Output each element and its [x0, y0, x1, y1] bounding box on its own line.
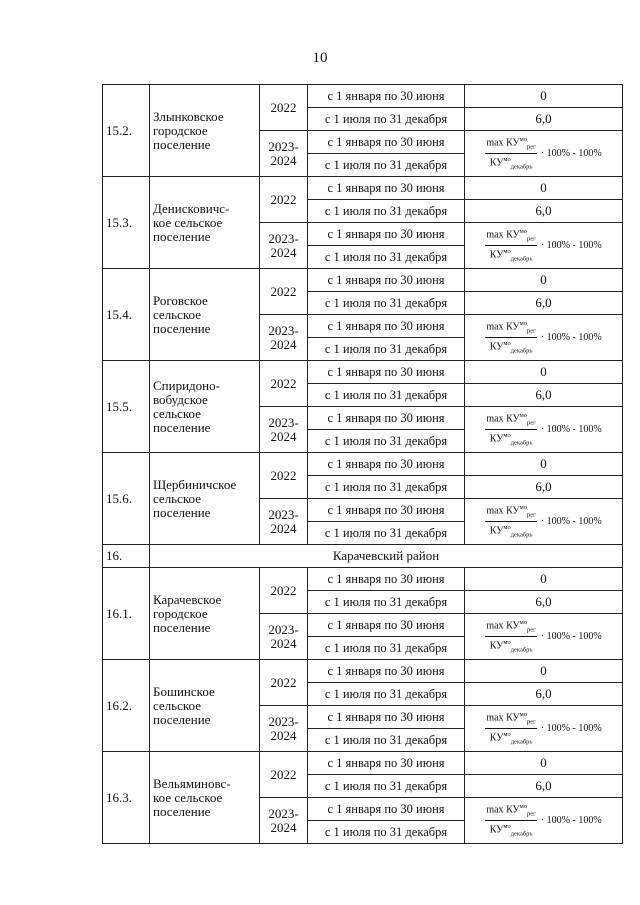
settlement-name	[150, 361, 260, 453]
settlement-name	[150, 177, 260, 269]
period-jan-jun: с 1 января по 30 июня	[308, 660, 465, 683]
formula-sub-bottom: декабрь	[510, 738, 533, 746]
formula-times: ·	[540, 331, 545, 343]
year-2022: 2022	[260, 568, 308, 614]
formula-sub-bottom: декабрь	[510, 347, 533, 355]
formula-numerator	[485, 227, 536, 246]
formula-numerator	[485, 319, 536, 338]
formula-fraction	[485, 135, 536, 173]
settlement-name	[150, 453, 260, 545]
formula-sup: мо	[519, 228, 527, 235]
settlement-name-text: Бошинское сельское поселение	[153, 683, 215, 727]
value-cell: 6,0	[465, 476, 623, 499]
formula-sub-top: рег	[527, 327, 536, 335]
settlement-name	[150, 568, 260, 660]
formula-sup: мо	[519, 803, 527, 810]
formula-fraction	[485, 411, 536, 449]
formula-sub-bottom: декабрь	[510, 646, 533, 654]
formula-times: ·	[540, 423, 545, 435]
period-jul-dec: с 1 июля по 31 декабря	[308, 637, 465, 660]
year-2022: 2022	[260, 453, 308, 499]
period-jan-jun: с 1 января по 30 июня	[308, 361, 465, 384]
settlement-name-text: Денисковичс- кое сельское поселение	[153, 200, 230, 244]
formula-sub-bottom: декабрь	[510, 163, 533, 171]
formula-max: max	[486, 137, 504, 149]
period-jan-jun: с 1 января по 30 июня	[308, 706, 465, 729]
formula-denominator	[490, 821, 533, 839]
formula-sup-bottom: мо	[503, 248, 511, 256]
period-jan-jun: с 1 января по 30 июня	[308, 177, 465, 200]
formula-sup: мо	[519, 320, 527, 327]
formula-cell	[465, 614, 623, 660]
formula-ku: КУ	[506, 804, 520, 816]
formula-rest	[541, 147, 602, 161]
year-2022: 2022	[260, 177, 308, 223]
settlement-name-text: Спиридоно- вобудское сельское поселение	[153, 377, 220, 435]
formula-numerator	[485, 135, 536, 154]
district-name: Карачевский район	[150, 545, 623, 568]
year-2022: 2022	[260, 269, 308, 315]
formula-sup-bottom: мо	[503, 524, 511, 532]
formula-times: ·	[540, 147, 545, 159]
settlement-name-text: Щербиничское сельское поселение	[153, 476, 237, 520]
formula-max: max	[486, 712, 504, 724]
table-row	[103, 269, 623, 292]
row-number: 16.	[103, 545, 150, 568]
formula-rest	[541, 239, 602, 253]
formula-denominator	[490, 246, 533, 264]
period-jul-dec: с 1 июля по 31 декабря	[308, 338, 465, 361]
period-jan-jun: с 1 января по 30 июня	[308, 315, 465, 338]
formula-sup-bottom: мо	[503, 340, 511, 348]
formula-sup-bottom: мо	[503, 156, 511, 164]
row-number: 15.5.	[103, 361, 150, 453]
formula-ku-bottom: КУ	[489, 249, 504, 261]
period-jul-dec: с 1 июля по 31 декабря	[308, 200, 465, 223]
years-2023-2024	[260, 315, 308, 361]
formula-cell	[465, 131, 623, 177]
years-text: 2023- 2024	[268, 230, 299, 260]
formula-ku-bottom: КУ	[489, 640, 504, 652]
formula-max: max	[486, 229, 504, 241]
period-jul-dec: с 1 июля по 31 декабря	[308, 775, 465, 798]
formula-sup-bottom: мо	[503, 639, 511, 647]
formula-times: ·	[540, 722, 545, 734]
formula-percent: 100% - 100%	[546, 630, 602, 642]
period-jan-jun: с 1 января по 30 июня	[308, 752, 465, 775]
formula	[485, 135, 601, 173]
table-row	[103, 660, 623, 683]
row-number: 16.1.	[103, 568, 150, 660]
formula-sub-top: рег	[527, 235, 536, 243]
formula-fraction	[485, 227, 536, 265]
formula-cell	[465, 407, 623, 453]
formula-percent: 100% - 100%	[546, 331, 602, 343]
years-text: 2023- 2024	[268, 805, 299, 835]
period-jan-jun: с 1 января по 30 июня	[308, 407, 465, 430]
table-row	[103, 361, 623, 384]
formula-ku-bottom: КУ	[489, 824, 504, 836]
period-jul-dec: с 1 июля по 31 декабря	[308, 384, 465, 407]
formula-rest	[541, 630, 602, 644]
formula-numerator	[485, 503, 536, 522]
years-text: 2023- 2024	[268, 506, 299, 536]
formula-max: max	[486, 413, 504, 425]
formula-denominator	[490, 522, 533, 540]
year-2022: 2022	[260, 660, 308, 706]
row-number: 15.3.	[103, 177, 150, 269]
settlement-name-text: Карачевское городское поселение	[153, 591, 222, 635]
formula-numerator	[485, 618, 536, 637]
period-jul-dec: с 1 июля по 31 декабря	[308, 154, 465, 177]
value-cell: 0	[465, 453, 623, 476]
formula-ku: КУ	[506, 413, 520, 425]
formula-times: ·	[540, 814, 545, 826]
formula-max: max	[486, 321, 504, 333]
formula-ku-bottom: КУ	[489, 433, 504, 445]
years-2023-2024	[260, 798, 308, 844]
formula-ku-bottom: КУ	[489, 341, 504, 353]
formula-fraction	[485, 503, 536, 541]
settlement-name	[150, 85, 260, 177]
value-cell: 6,0	[465, 384, 623, 407]
period-jul-dec: с 1 июля по 31 декабря	[308, 246, 465, 269]
settlement-name	[150, 660, 260, 752]
formula-denominator	[490, 338, 533, 356]
settlement-name	[150, 752, 260, 844]
row-number: 15.6.	[103, 453, 150, 545]
formula-cell	[465, 798, 623, 844]
formula-sup: мо	[519, 711, 527, 718]
settlement-name-text: Вельяминовс- кое сельское поселение	[153, 775, 231, 819]
value-cell: 0	[465, 177, 623, 200]
formula-ku-bottom: КУ	[489, 732, 504, 744]
period-jan-jun: с 1 января по 30 июня	[308, 223, 465, 246]
formula	[485, 319, 601, 357]
formula-ku: КУ	[506, 137, 520, 149]
formula-ku-bottom: КУ	[489, 525, 504, 537]
period-jul-dec: с 1 июля по 31 декабря	[308, 591, 465, 614]
formula-rest	[541, 423, 602, 437]
formula	[485, 503, 601, 541]
value-cell: 6,0	[465, 200, 623, 223]
value-cell: 0	[465, 85, 623, 108]
formula-ku: КУ	[506, 321, 520, 333]
years-2023-2024	[260, 706, 308, 752]
formula-sup-bottom: мо	[503, 432, 511, 440]
row-number: 15.4.	[103, 269, 150, 361]
period-jan-jun: с 1 января по 30 июня	[308, 568, 465, 591]
value-cell: 0	[465, 361, 623, 384]
period-jul-dec: с 1 июля по 31 декабря	[308, 729, 465, 752]
table-row	[103, 453, 623, 476]
formula-sub-top: рег	[527, 810, 536, 818]
row-number: 16.3.	[103, 752, 150, 844]
formula-cell	[465, 706, 623, 752]
formula-numerator	[485, 411, 536, 430]
period-jul-dec: с 1 июля по 31 декабря	[308, 292, 465, 315]
formula-percent: 100% - 100%	[546, 423, 602, 435]
period-jul-dec: с 1 июля по 31 декабря	[308, 430, 465, 453]
formula-times: ·	[540, 239, 545, 251]
period-jan-jun: с 1 января по 30 июня	[308, 614, 465, 637]
row-number: 15.2.	[103, 85, 150, 177]
formula-ku: КУ	[506, 505, 520, 517]
formula-sub-bottom: декабрь	[510, 255, 533, 263]
settlement-name-text: Роговское сельское поселение	[153, 292, 211, 336]
formula-fraction	[485, 802, 536, 840]
years-2023-2024	[260, 499, 308, 545]
value-cell: 6,0	[465, 292, 623, 315]
value-cell: 6,0	[465, 775, 623, 798]
years-text: 2023- 2024	[268, 713, 299, 743]
page-number: 10	[312, 50, 328, 66]
formula-fraction	[485, 319, 536, 357]
formula-denominator	[490, 154, 533, 172]
years-2023-2024	[260, 614, 308, 660]
district-row	[103, 545, 623, 568]
years-text: 2023- 2024	[268, 322, 299, 352]
value-cell: 6,0	[465, 108, 623, 131]
year-2022: 2022	[260, 85, 308, 131]
formula-sup-bottom: мо	[503, 731, 511, 739]
formula-sub-top: рег	[527, 143, 536, 151]
formula-numerator	[485, 802, 536, 821]
formula-percent: 100% - 100%	[546, 515, 602, 527]
formula-rest	[541, 515, 602, 529]
period-jan-jun: с 1 января по 30 июня	[308, 453, 465, 476]
formula-max: max	[486, 505, 504, 517]
formula-cell	[465, 223, 623, 269]
formula-cell	[465, 499, 623, 545]
formula-sub-top: рег	[527, 419, 536, 427]
formula	[485, 618, 601, 656]
formula-denominator	[490, 729, 533, 747]
formula-percent: 100% - 100%	[546, 239, 602, 251]
formula-times: ·	[540, 515, 545, 527]
formula-rest	[541, 331, 602, 345]
settlement-name-text: Злынковское городское поселение	[153, 108, 224, 152]
formula-sup: мо	[519, 504, 527, 511]
period-jan-jun: с 1 января по 30 июня	[308, 131, 465, 154]
year-2022: 2022	[260, 752, 308, 798]
formula-sub-bottom: декабрь	[510, 531, 533, 539]
value-cell: 6,0	[465, 683, 623, 706]
formula	[485, 411, 601, 449]
period-jan-jun: с 1 января по 30 июня	[308, 269, 465, 292]
years-text: 2023- 2024	[268, 621, 299, 651]
formula-sub-top: рег	[527, 626, 536, 634]
formula	[485, 710, 601, 748]
value-cell: 0	[465, 269, 623, 292]
formula-numerator	[485, 710, 536, 729]
formula-fraction	[485, 710, 536, 748]
formula-sup-bottom: мо	[503, 823, 511, 831]
formula	[485, 802, 601, 840]
period-jan-jun: с 1 января по 30 июня	[308, 85, 465, 108]
years-text: 2023- 2024	[268, 138, 299, 168]
formula	[485, 227, 601, 265]
formula-ku: КУ	[506, 712, 520, 724]
row-number: 16.2.	[103, 660, 150, 752]
table-row	[103, 177, 623, 200]
formula-sup: мо	[519, 412, 527, 419]
formula-percent: 100% - 100%	[546, 147, 602, 159]
value-cell: 6,0	[465, 591, 623, 614]
years-text: 2023- 2024	[268, 414, 299, 444]
formula-sub-bottom: декабрь	[510, 439, 533, 447]
period-jan-jun: с 1 января по 30 июня	[308, 798, 465, 821]
years-2023-2024	[260, 131, 308, 177]
value-cell: 0	[465, 660, 623, 683]
tariff-table	[102, 84, 623, 844]
formula-cell	[465, 315, 623, 361]
formula-percent: 100% - 100%	[546, 814, 602, 826]
formula-denominator	[490, 430, 533, 448]
formula-max: max	[486, 804, 504, 816]
formula-times: ·	[540, 630, 545, 642]
formula-sup: мо	[519, 619, 527, 626]
formula-fraction	[485, 618, 536, 656]
year-2022: 2022	[260, 361, 308, 407]
settlement-name	[150, 269, 260, 361]
formula-ku: КУ	[506, 229, 520, 241]
value-cell: 0	[465, 568, 623, 591]
period-jul-dec: с 1 июля по 31 декабря	[308, 108, 465, 131]
formula-ku-bottom: КУ	[489, 157, 504, 169]
value-cell: 0	[465, 752, 623, 775]
years-2023-2024	[260, 407, 308, 453]
table-row	[103, 85, 623, 108]
period-jul-dec: с 1 июля по 31 декабря	[308, 683, 465, 706]
formula-max: max	[486, 620, 504, 632]
period-jul-dec: с 1 июля по 31 декабря	[308, 821, 465, 844]
formula-ku: КУ	[506, 620, 520, 632]
formula-sub-top: рег	[527, 511, 536, 519]
period-jan-jun: с 1 января по 30 июня	[308, 499, 465, 522]
formula-sub-top: рег	[527, 718, 536, 726]
formula-percent: 100% - 100%	[546, 722, 602, 734]
years-2023-2024	[260, 223, 308, 269]
formula-sup: мо	[519, 136, 527, 143]
table-row	[103, 568, 623, 591]
formula-rest	[541, 814, 602, 828]
formula-denominator	[490, 637, 533, 655]
formula-sub-bottom: декабрь	[510, 830, 533, 838]
table-row	[103, 752, 623, 775]
period-jul-dec: с 1 июля по 31 декабря	[308, 522, 465, 545]
period-jul-dec: с 1 июля по 31 декабря	[308, 476, 465, 499]
formula-rest	[541, 722, 602, 736]
